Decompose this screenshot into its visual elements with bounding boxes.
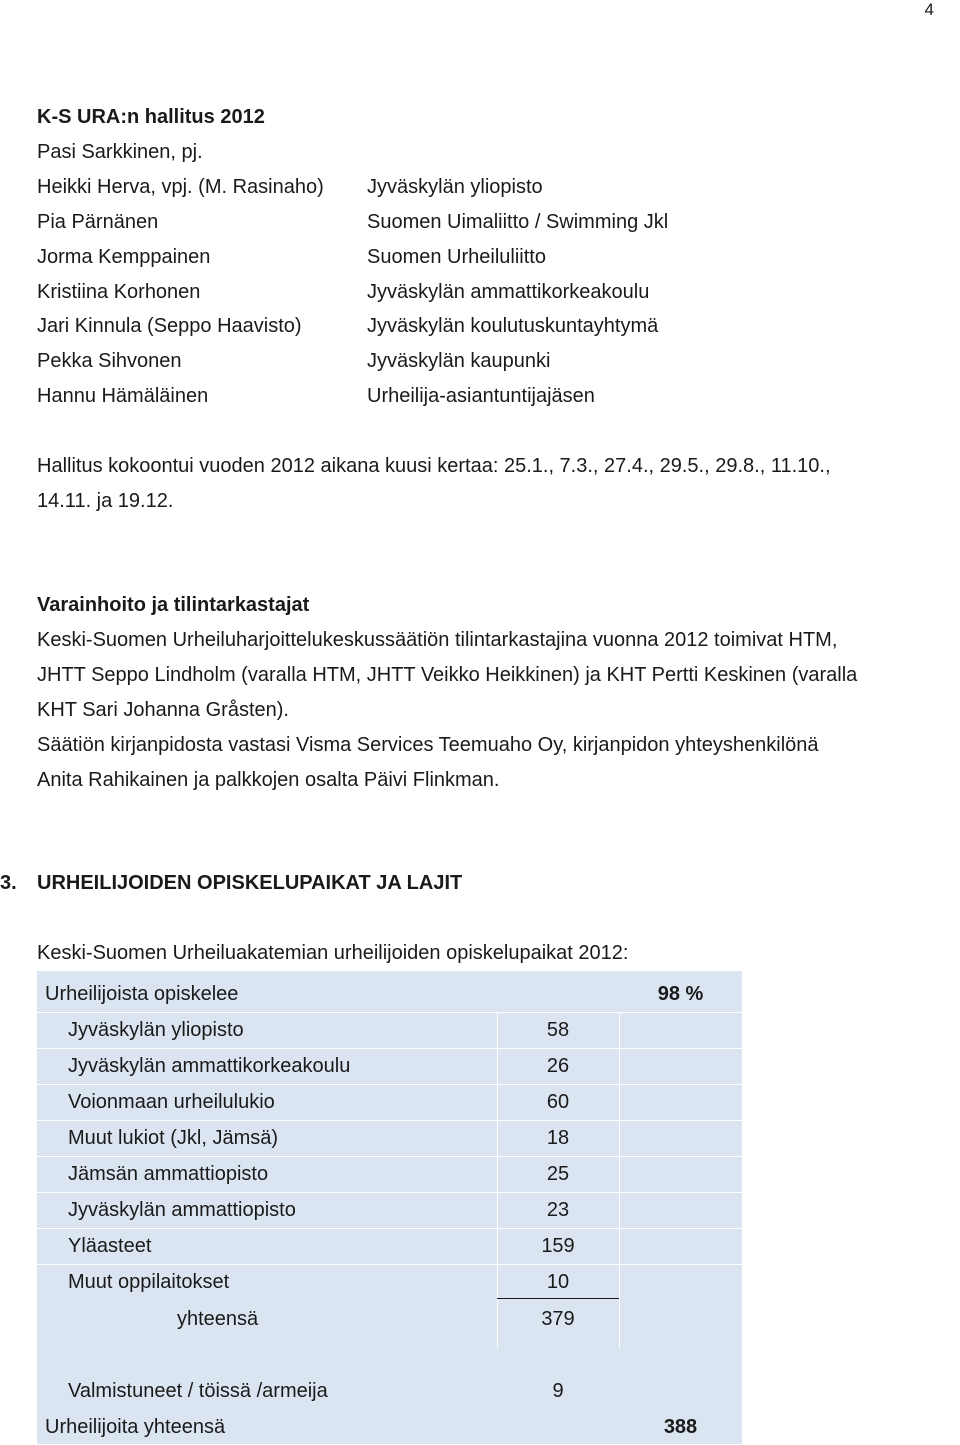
- board-member-name: Jorma Kemppainen: [37, 246, 211, 268]
- table-row: [37, 1156, 742, 1192]
- row-value: 18: [546, 1127, 570, 1149]
- row-value: 159: [541, 1235, 575, 1257]
- row-percent: 98 %: [657, 983, 704, 1005]
- board-member-name: Hannu Hämäläinen: [37, 385, 209, 407]
- finance-paragraph-2-line: Anita Rahikainen ja palkkojen osalta Päivi Flinkman.: [37, 769, 500, 791]
- board-title: K-S URA:n hallitus 2012: [37, 106, 265, 128]
- row-value: 10: [497, 1264, 619, 1299]
- row-value: 9: [552, 1380, 564, 1402]
- row-label: Yläasteet: [68, 1235, 152, 1257]
- row-label: Urheilijoista opiskelee: [45, 983, 239, 1005]
- finance-paragraph-1-line: JHTT Seppo Lindholm (varalla HTM, JHTT Veikko Heikkinen) ja KHT Pertti Keskinen (varalla: [37, 664, 858, 686]
- board-member-org: Suomen Urheiluliitto: [367, 246, 546, 268]
- finance-paragraph-2-line: Säätiön kirjanpidosta vastasi Visma Services Teemuaho Oy, kirjanpidon yhteyshenkilönä: [37, 734, 819, 756]
- board-member-name: Pia Pärnänen: [37, 211, 159, 233]
- table-caption: Keski-Suomen Urheiluakatemian urheilijoiden opiskelupaikat 2012:: [37, 942, 629, 964]
- board-chair: Pasi Sarkkinen, pj.: [37, 141, 203, 163]
- total-label: Urheilijoita yhteensä: [45, 1416, 226, 1438]
- table-row: [37, 1192, 742, 1228]
- board-member-name: Kristiina Korhonen: [37, 281, 201, 303]
- table-row: [37, 1120, 742, 1156]
- section-title: URHEILIJOIDEN OPISKELUPAIKAT JA LAJIT: [37, 872, 463, 894]
- table-row: [37, 1264, 742, 1300]
- table-row: [37, 1373, 742, 1409]
- row-label: Jyväskylän ammattiopisto: [68, 1199, 296, 1221]
- board-member-name: Pekka Sihvonen: [37, 350, 182, 372]
- row-label: Muut oppilaitokset: [68, 1271, 230, 1293]
- page-number: 4: [924, 0, 934, 19]
- table-row-total: [37, 1409, 742, 1445]
- table-row: [37, 1228, 742, 1264]
- board-member-org: Urheilija-asiantuntijajäsen: [367, 385, 595, 407]
- subtotal-label: yhteensä: [177, 1308, 259, 1330]
- meetings-line-1: Hallitus kokoontui vuoden 2012 aikana kuusi kertaa: 25.1., 7.3., 27.4., 29.5., 29.8., 11.10.,: [37, 455, 831, 477]
- board-member-org: Jyväskylän kaupunki: [367, 350, 551, 372]
- table-row: [37, 1012, 742, 1048]
- board-member-name: Jari Kinnula (Seppo Haavisto): [37, 315, 302, 337]
- section-number: 3.: [0, 872, 17, 894]
- row-label: Jyväskylän ammattikorkeakoulu: [68, 1055, 351, 1077]
- board-member-org: Suomen Uimaliitto / Swimming Jkl: [367, 211, 669, 233]
- row-label: Jyväskylän yliopisto: [68, 1019, 244, 1041]
- row-value: 26: [546, 1055, 570, 1077]
- row-value: 23: [546, 1199, 570, 1221]
- row-label: Valmistuneet / töissä /armeija: [68, 1380, 328, 1402]
- board-member-org: Jyväskylän koulutuskuntayhtymä: [367, 315, 659, 337]
- table-row: [37, 976, 742, 1012]
- row-value: 58: [546, 1019, 570, 1041]
- table-row-subtotal: [37, 1301, 742, 1337]
- row-label: Voionmaan urheilulukio: [68, 1091, 275, 1113]
- board-member-org: Jyväskylän ammattikorkeakoulu: [367, 281, 650, 303]
- row-label: Muut lukiot (Jkl, Jämsä): [68, 1127, 279, 1149]
- subtotal-value: 379: [541, 1308, 575, 1330]
- table-row: [37, 1048, 742, 1084]
- row-value: 60: [546, 1091, 570, 1113]
- meetings-line-2: 14.11. ja 19.12.: [37, 490, 174, 512]
- board-member-org: Jyväskylän yliopisto: [367, 176, 543, 198]
- row-label: Jämsän ammattiopisto: [68, 1163, 269, 1185]
- total-value: 388: [663, 1416, 698, 1438]
- row-value: 25: [546, 1163, 570, 1185]
- finance-heading: Varainhoito ja tilintarkastajat: [37, 594, 310, 616]
- finance-paragraph-1-line: Keski-Suomen Urheiluharjoittelukeskussäätiön tilintarkastajina vuonna 2012 toimivat HTM,: [37, 629, 838, 651]
- table-row: [37, 1084, 742, 1120]
- board-member-name: Heikki Herva, vpj. (M. Rasinaho): [37, 176, 324, 198]
- finance-paragraph-1-line: KHT Sari Johanna Gråsten).: [37, 699, 289, 721]
